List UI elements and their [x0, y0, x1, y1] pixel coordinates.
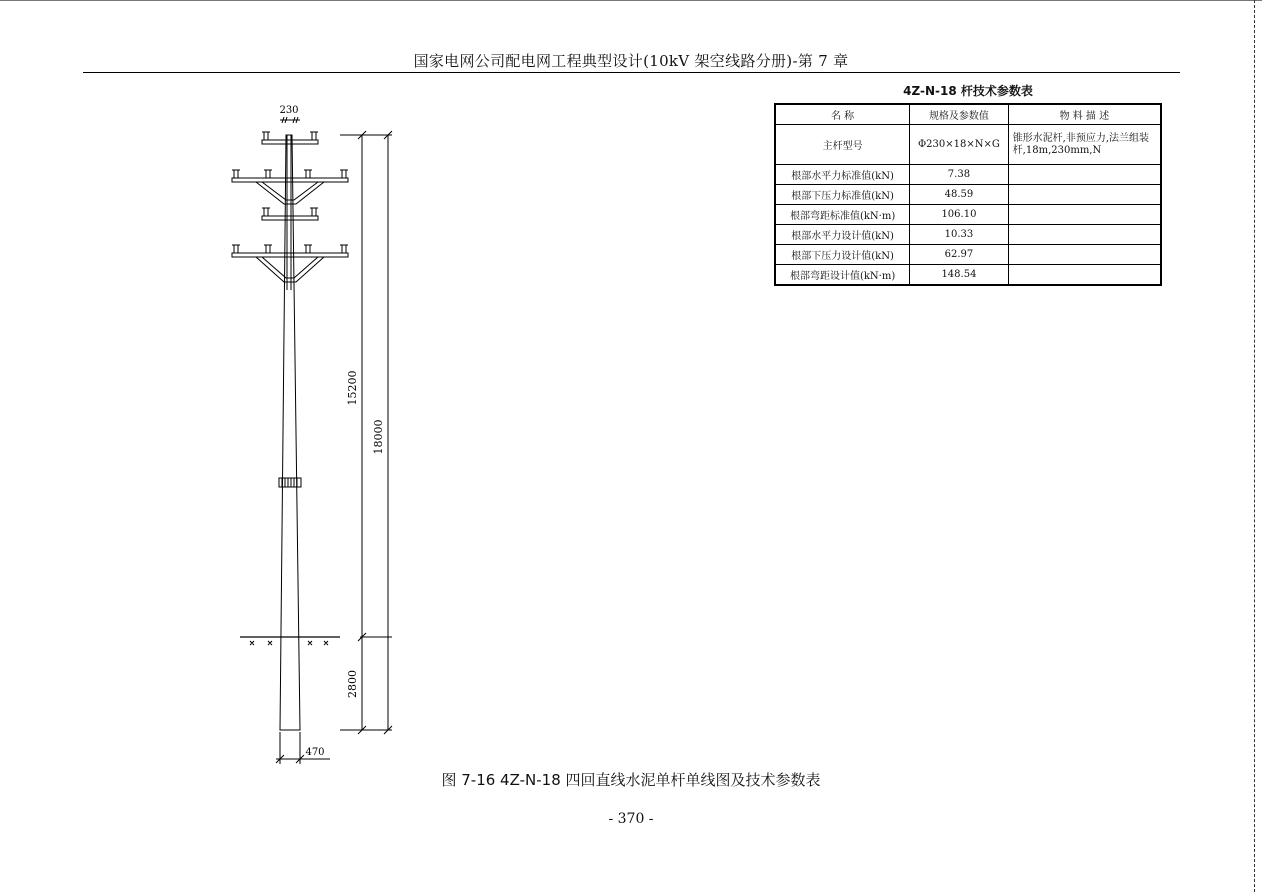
row-description: 锥形水泥杆,非预应力,法兰组装杆,18m,230mm,N	[1008, 125, 1161, 165]
row-name: 主杆型号	[775, 125, 910, 165]
table-row	[775, 245, 1161, 265]
figure-caption: 图 7-16 4Z-N-18 四回直线水泥单杆单线图及技术参数表	[441, 771, 821, 789]
table-title: 4Z-N-18 杆技术参数表	[903, 84, 1033, 98]
row-description	[1008, 205, 1161, 225]
table-row	[775, 125, 1161, 165]
row-value: 48.59	[910, 185, 1009, 205]
table-header-row	[775, 104, 1161, 125]
row-description	[1008, 265, 1161, 286]
crossarm-3	[262, 208, 318, 220]
page-number: - 370 -	[608, 811, 654, 827]
row-name: 根部弯距设计值(kN·m)	[775, 265, 910, 286]
row-description	[1008, 165, 1161, 185]
row-value: 106.10	[910, 205, 1009, 225]
base-width-dimension	[276, 732, 330, 764]
crossarm-4	[232, 245, 348, 282]
top-width-label: 230	[279, 105, 299, 116]
table-row	[775, 165, 1161, 185]
header-description: 物 料 描 述	[1008, 104, 1161, 125]
row-value: Φ230×18×N×G	[910, 125, 1009, 165]
row-value: 62.97	[910, 245, 1009, 265]
row-value: 148.54	[910, 265, 1009, 286]
row-name: 根部水平力设计值(kN)	[775, 225, 910, 245]
row-description	[1008, 185, 1161, 205]
row-name: 根部下压力标准值(kN)	[775, 185, 910, 205]
page-header-title: 国家电网公司配电网工程典型设计(10kV 架空线路分册)-第 7 章	[413, 52, 849, 70]
ground-line	[240, 637, 340, 645]
crossarm-2	[232, 170, 348, 204]
table-row	[775, 265, 1161, 286]
parameter-table	[774, 103, 1162, 286]
row-name: 根部水平力标准值(kN)	[775, 165, 910, 185]
table-row	[775, 185, 1161, 205]
crossarm-1	[262, 132, 318, 144]
row-value: 7.38	[910, 165, 1009, 185]
pole-body	[279, 135, 301, 730]
row-value: 10.33	[910, 225, 1009, 245]
table-row	[775, 205, 1161, 225]
row-name: 根部弯距标准值(kN·m)	[775, 205, 910, 225]
total-height-label: 18000	[372, 419, 385, 455]
buried-depth-label: 2800	[346, 670, 359, 698]
table-row	[775, 225, 1161, 245]
base-width-label: 470	[305, 747, 325, 758]
row-description	[1008, 225, 1161, 245]
above-ground-height-label: 15200	[346, 370, 359, 406]
row-description	[1008, 245, 1161, 265]
header-value: 规格及参数值	[910, 104, 1009, 125]
height-dimensions	[340, 131, 392, 734]
row-name: 根部下压力设计值(kN)	[775, 245, 910, 265]
top-width-dimension	[279, 105, 300, 123]
header-name: 名 称	[775, 104, 910, 125]
